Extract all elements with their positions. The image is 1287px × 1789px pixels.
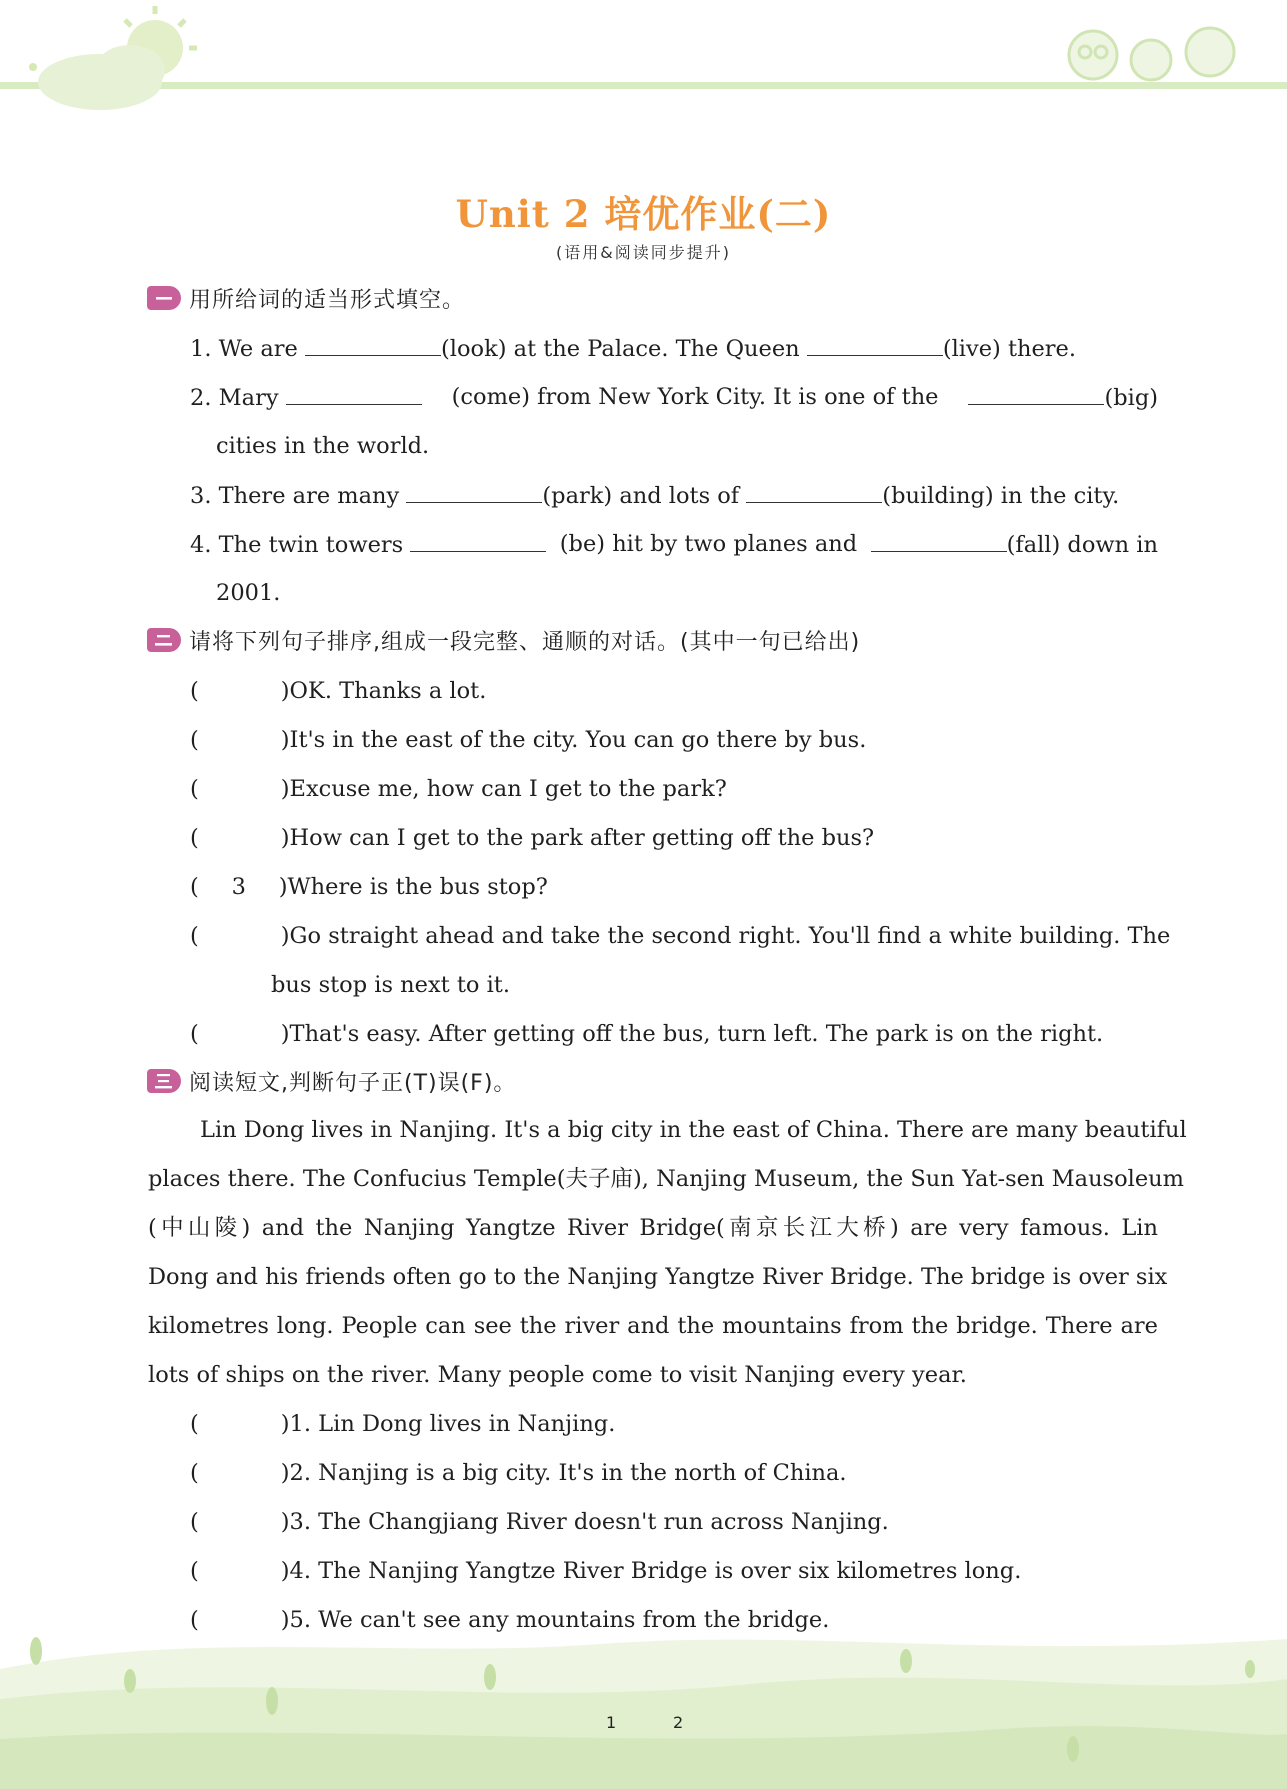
order-item-6-cont: bus stop is next to it. xyxy=(271,972,510,998)
section-1-title: 用所给词的适当形式填空。 xyxy=(189,287,466,313)
sun-cloud-icon xyxy=(29,6,197,110)
order-item-4: ( )How can I get to the park after getting off the bus? xyxy=(190,825,875,851)
animal-faces-icon xyxy=(1069,28,1234,80)
passage-line: (中山陵) and the Nanjing Yangtze River Bridge(南京长江大桥) are very famous. Lin xyxy=(148,1215,1158,1241)
q4-line: 4. The twin towers (be) hit by two planes and (fall) down in xyxy=(190,531,1158,558)
numeral-two-icon xyxy=(147,628,181,652)
passage-line: kilometres long. People can see the river and the mountains from the bridge. There are xyxy=(148,1313,1158,1339)
page-title: Unit 2 培优作业(二) xyxy=(455,192,832,236)
tf-item-4: ( )4. The Nanjing Yangtze River Bridge is over six kilometres long. xyxy=(190,1558,1022,1584)
passage-line: lots of ships on the river. Many people come to visit Nanjing every year. xyxy=(148,1362,967,1388)
section-2-badge xyxy=(147,628,181,652)
q4-blank-1[interactable] xyxy=(410,529,546,552)
order-item-2: ( )It's in the east of the city. You can go there by bus. xyxy=(190,727,867,753)
q2-blank-2[interactable] xyxy=(968,382,1104,405)
section-3-title: 阅读短文,判断句子正(T)误(F)。 xyxy=(189,1070,517,1096)
q3-blank-1[interactable] xyxy=(406,480,542,503)
q2-line-cont: cities in the world. xyxy=(216,433,430,459)
tf-item-1: ( )1. Lin Dong lives in Nanjing. xyxy=(190,1411,616,1437)
q3-line: 3. There are many (park) and lots of (building) in the city. xyxy=(190,480,1119,511)
page-subtitle: (语用&阅读同步提升) xyxy=(556,243,731,262)
q3-blank-2[interactable] xyxy=(746,480,882,503)
q2-line: 2. Mary (come) from New York City. It is one of the (big) xyxy=(190,384,1158,411)
bottom-landscape-decoration xyxy=(0,1589,1287,1789)
section-3-header xyxy=(147,1067,516,1095)
passage-line: Lin Dong lives in Nanjing. It's a big city in the east of China. There are many beautiful xyxy=(200,1117,1187,1143)
page-number-right: 2 xyxy=(673,1713,684,1732)
order-item-6: ( )Go straight ahead and take the second right. You'll find a white building. The xyxy=(190,923,1171,949)
section-1-badge xyxy=(147,286,181,310)
order-answer-5[interactable]: 3 xyxy=(231,874,246,900)
tf-item-3: ( )3. The Changjiang River doesn't run across Nanjing. xyxy=(190,1509,889,1535)
tf-item-5: ( )5. We can't see any mountains from the bridge. xyxy=(190,1607,830,1633)
passage-line: Dong and his friends often go to the Nanjing Yangtze River Bridge. The bridge is over six xyxy=(148,1264,1168,1290)
passage-line: places there. The Confucius Temple(夫子庙), Nanjing Museum, the Sun Yat-sen Mausoleum xyxy=(148,1166,1184,1192)
q1-blank-1[interactable] xyxy=(305,333,441,356)
section-1-header xyxy=(147,284,465,312)
order-item-1: ( )OK. Thanks a lot. xyxy=(190,678,487,704)
section-3-badge xyxy=(147,1069,181,1093)
numeral-one-icon xyxy=(147,286,181,310)
order-item-5: ( 3 )Where is the bus stop? xyxy=(190,874,548,900)
q2-blank-1[interactable] xyxy=(286,382,422,405)
section-2-title: 请将下列句子排序,组成一段完整、通顺的对话。(其中一句已给出) xyxy=(189,629,861,655)
reading-passage xyxy=(148,1106,1187,1400)
q4-line-cont: 2001. xyxy=(216,580,281,606)
q4-blank-2[interactable] xyxy=(871,529,1007,552)
numeral-three-icon xyxy=(147,1069,181,1093)
section-2-header xyxy=(147,626,860,654)
q1-line: 1. We are (look) at the Palace. The Queen (live) there. xyxy=(190,333,1076,364)
page-number-left: 1 xyxy=(606,1713,617,1732)
top-decoration xyxy=(0,0,1287,130)
q1-blank-2[interactable] xyxy=(807,333,943,356)
tf-item-2: ( )2. Nanjing is a big city. It's in the north of China. xyxy=(190,1460,847,1486)
order-item-3: ( )Excuse me, how can I get to the park? xyxy=(190,776,727,802)
order-item-7: ( )That's easy. After getting off the bus, turn left. The park is on the right. xyxy=(190,1021,1104,1047)
